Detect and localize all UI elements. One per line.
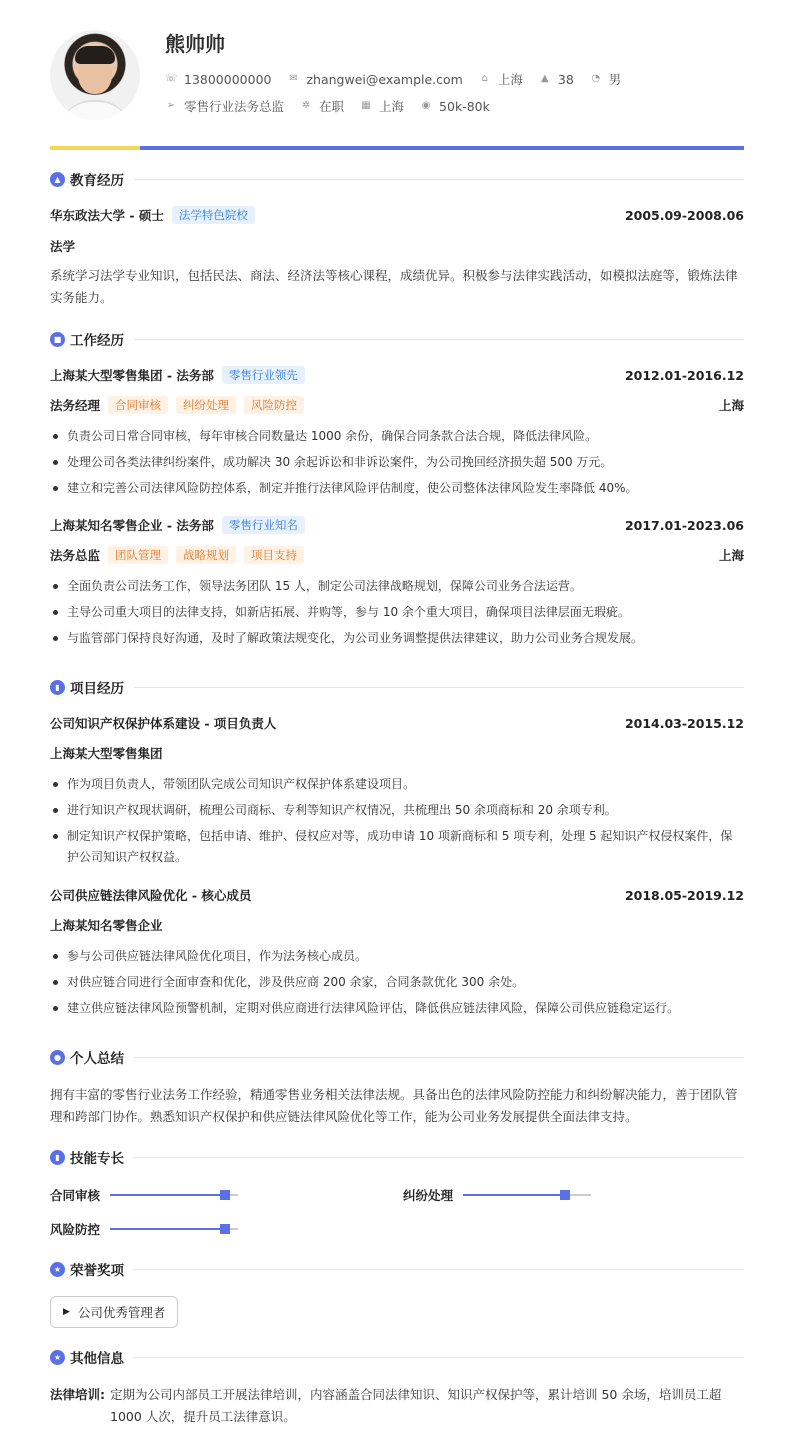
list-item: 制定知识产权保护策略，包括申请、维护、侵权应对等，成功申请 10 项新商标和 5 项专利，处理 5 起知识产权侵权案件，保护公司知识产权权益。 [50, 826, 744, 868]
section-title: 荣誉奖项 [70, 1263, 124, 1279]
list-item: 与监管部门保持良好沟通，及时了解政策法规变化，为公司业务调整提供法律建议，助力公司业务合规发展。 [50, 628, 744, 649]
bar-chart-icon: ▮ [50, 680, 65, 695]
section-title: 工作经历 [70, 333, 124, 349]
home-icon: ⌂ [481, 73, 489, 84]
list-item: 处理公司各类法律纠纷案件，成功解决 30 余起诉讼和非诉讼案件，为公司挽回经济损失超 500 万元。 [50, 452, 744, 473]
project-period: 2014.03-2015.12 [624, 715, 744, 731]
skill-name: 合同审核 [50, 1188, 101, 1203]
major-row [50, 237, 744, 255]
education-period: 2005.09-2008.06 [624, 207, 744, 223]
award-name: 公司优秀管理者 [77, 1305, 166, 1320]
project-org: 上海某大型零售集团 [50, 746, 163, 761]
gender-value: 男 [608, 72, 622, 87]
section-skills-header [50, 1147, 744, 1167]
list-item: 建立供应链法律风险预警机制，定期对供应商进行法律风险评估，降低供应链法律风险，保障公司供应链稳定运行。 [50, 998, 744, 1019]
location-value: 上海 [497, 72, 523, 87]
work-city: 上海 [718, 398, 744, 413]
graduation-cap-icon: ▲ [50, 172, 65, 187]
school-name: 华东政法大学 - 硕士 [50, 208, 164, 223]
skill-bar-fill [110, 1228, 225, 1230]
skill-bar-fill [110, 1194, 225, 1196]
work-bullets [50, 576, 744, 654]
email-icon: ✉ [289, 73, 298, 84]
skill-bar [110, 1228, 238, 1230]
list-item: 参与公司供应链法律风险优化项目，作为法务核心成员。 [50, 946, 744, 967]
header-divider [140, 146, 744, 150]
project-org: 上海某知名零售企业 [50, 918, 163, 933]
gender-icon: ◔ [591, 73, 601, 84]
skill-item [50, 1186, 238, 1204]
project-org-row [50, 916, 744, 934]
status-icon: ✲ [301, 100, 311, 111]
award-item[interactable] [50, 1296, 178, 1328]
candidate-name: 熊帅帅 [165, 32, 225, 56]
company-name: 上海某大型零售集团 - 法务部 [50, 368, 214, 383]
school-tag: 法学特色院校 [172, 206, 255, 224]
company-tag: 零售行业知名 [222, 516, 305, 534]
education-row [50, 206, 744, 224]
list-item: 负责公司日常合同审核，每年审核合同数量达 1000 余份，确保合同条款合法合规，降低法律风险。 [50, 426, 744, 447]
age-value: 38 [557, 71, 574, 87]
skill-tag: 项目支持 [244, 546, 304, 564]
work-period: 2012.01-2016.12 [624, 367, 744, 383]
project-row [50, 714, 744, 732]
section-rule [134, 1357, 744, 1358]
role-row [50, 396, 744, 414]
skill-name: 风险防控 [50, 1222, 101, 1237]
avatar-hair [75, 46, 115, 64]
section-projects-header [50, 677, 744, 697]
avatar [50, 30, 140, 120]
major: 法学 [50, 239, 76, 254]
skill-bar-knob [220, 1190, 230, 1200]
section-education-header [50, 169, 744, 189]
section-summary-header [50, 1047, 744, 1067]
skill-tag: 合同审核 [108, 396, 168, 414]
work-row [50, 516, 744, 534]
section-awards-header [50, 1259, 744, 1279]
project-bullets [50, 946, 744, 1024]
info-icon: ★ [50, 1350, 65, 1365]
list-item: 进行知识产权现状调研，梳理公司商标、专利等知识产权情况，共梳理出 50 余项商标和 20 余项专利。 [50, 800, 744, 821]
section-other-header [50, 1347, 744, 1367]
list-item: 对供应链合同进行全面审查和优化，涉及供应商 200 余家，合同条款优化 300 余处。 [50, 972, 744, 993]
award-icon: ★ [50, 1262, 65, 1277]
section-title: 其他信息 [70, 1351, 124, 1367]
list-item: 主导公司重大项目的法律支持，如新店拓展、并购等，参与 10 余个重大项目，确保项目法律层面无瑕疵。 [50, 602, 744, 623]
role-row [50, 546, 744, 564]
work-city: 上海 [718, 548, 744, 563]
project-name: 公司知识产权保护体系建设 - 项目负责人 [50, 716, 277, 731]
section-rule [134, 1269, 744, 1270]
section-title: 个人总结 [70, 1051, 124, 1067]
send-icon: ➢ [166, 100, 176, 111]
phone-icon: ☏ [165, 73, 178, 84]
company-name: 上海某知名零售企业 - 法务部 [50, 518, 214, 533]
section-rule [134, 1157, 744, 1158]
skill-tag: 纠纷处理 [176, 396, 236, 414]
email-value: zhangwei@example.com [306, 71, 463, 87]
target-position-value: 零售行业法务总监 [184, 99, 285, 114]
section-rule [134, 1057, 744, 1058]
skill-item [403, 1186, 591, 1204]
company-tag: 零售行业领先 [222, 366, 305, 384]
job-intent-row [165, 97, 506, 115]
work-row [50, 366, 744, 384]
skill-tag: 战略规划 [176, 546, 236, 564]
user-icon: ● [50, 1050, 65, 1065]
briefcase-icon: ■ [50, 332, 65, 347]
section-title: 教育经历 [70, 173, 124, 189]
other-info-value: 定期为公司内部员工开展法律培训，内容涵盖合同法律知识、知识产权保护等，累计培训 50 余场，培训员工超 1000 人次，提升员工法律意识。 [110, 1387, 722, 1424]
list-item: 全面负责公司法务工作，领导法务团队 15 人，制定公司法律战略规划，保障公司业务合法运营。 [50, 576, 744, 597]
section-rule [134, 179, 744, 180]
skill-bar-knob [220, 1224, 230, 1234]
project-org-row [50, 744, 744, 762]
status-value: 在职 [319, 99, 345, 114]
salary-icon: ◉ [421, 100, 431, 111]
skill-bar-knob [560, 1190, 570, 1200]
work-bullets [50, 426, 744, 504]
section-work-header [50, 329, 744, 349]
target-city-value: 上海 [379, 99, 405, 114]
section-title: 项目经历 [70, 681, 124, 697]
role: 法务经理 [50, 398, 101, 413]
skill-name: 纠纷处理 [403, 1188, 454, 1203]
contact-row [165, 70, 637, 88]
building-icon: ▦ [361, 100, 371, 111]
skill-bar [463, 1194, 591, 1196]
section-rule [134, 687, 744, 688]
bar-chart-icon: ▮ [50, 1150, 65, 1165]
skill-tag: 风险防控 [244, 396, 304, 414]
age-icon: ▲ [541, 73, 549, 84]
project-row [50, 886, 744, 904]
other-info-label: 法律培训: [50, 1387, 105, 1402]
skill-bar [110, 1194, 238, 1196]
skill-tag: 团队管理 [108, 546, 168, 564]
section-title: 技能专长 [70, 1151, 124, 1167]
header-divider-accent [50, 146, 140, 150]
education-description: 系统学习法学专业知识，包括民法、商法、经济法等核心课程，成绩优异。积极参与法律实践活动，如模拟法庭等，锻炼法律实务能力。 [50, 268, 738, 305]
play-triangle-icon: ▶ [63, 1307, 70, 1317]
project-name: 公司供应链法律风险优化 - 核心成员 [50, 888, 252, 903]
role: 法务总监 [50, 548, 101, 563]
phone-value: 13800000000 [184, 71, 272, 87]
list-item: 作为项目负责人，带领团队完成公司知识产权保护体系建设项目。 [50, 774, 744, 795]
avatar-shirt [60, 100, 130, 120]
salary-value: 50k-80k [439, 98, 490, 114]
work-period: 2017.01-2023.06 [624, 517, 744, 533]
skill-item [50, 1220, 238, 1238]
skill-bar-fill [463, 1194, 565, 1196]
list-item: 建立和完善公司法律风险防控体系，制定并推行法律风险评估制度，使公司整体法律风险发生率降低 40%。 [50, 478, 744, 499]
summary-text: 拥有丰富的零售行业法务工作经验，精通零售业务相关法律法规。具备出色的法律风险防控能力和纠纷解决能力，善于团队管理和跨部门协作。熟悉知识产权保护和供应链法律风险优化等工作，能为公司业务发展提供全面法律支持。 [50, 1087, 738, 1124]
other-info-row [50, 1384, 744, 1428]
project-period: 2018.05-2019.12 [624, 887, 744, 903]
section-rule [134, 339, 744, 340]
project-bullets [50, 774, 744, 873]
